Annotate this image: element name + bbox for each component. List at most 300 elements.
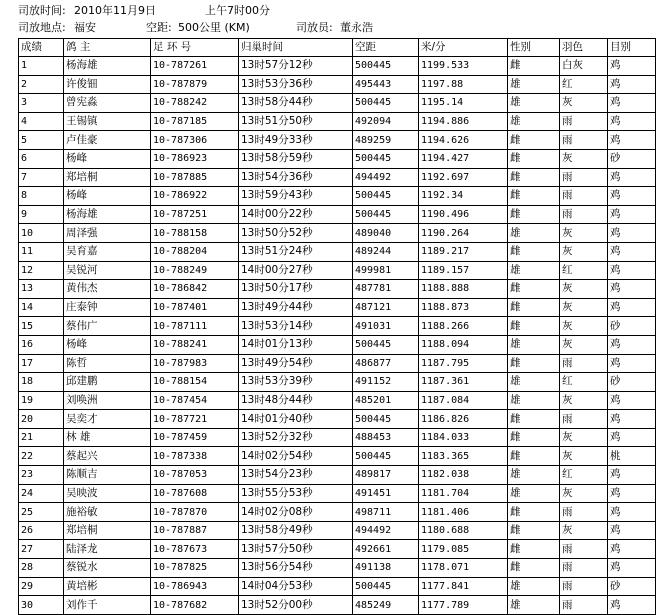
cell-color: 雨 bbox=[560, 112, 608, 131]
cell-arrival-time: 13时50分17秒 bbox=[239, 280, 353, 299]
cell-distance: 494492 bbox=[353, 168, 419, 187]
cell-speed: 1181.704 bbox=[419, 484, 508, 503]
col-sex: 性别 bbox=[508, 39, 560, 57]
cell-eye: 鸡 bbox=[608, 410, 656, 429]
cell-ring: 10-787306 bbox=[151, 131, 239, 150]
location-label: 司放地点: bbox=[18, 21, 66, 34]
cell-distance: 485201 bbox=[353, 391, 419, 410]
cell-owner: 杨海雄 bbox=[64, 57, 151, 76]
cell-arrival-time: 13时59分43秒 bbox=[239, 187, 353, 206]
cell-ring: 10-787983 bbox=[151, 354, 239, 373]
cell-ring: 10-787338 bbox=[151, 447, 239, 466]
cell-distance: 491152 bbox=[353, 373, 419, 392]
cell-ring: 10-787459 bbox=[151, 428, 239, 447]
cell-speed: 1187.361 bbox=[419, 373, 508, 392]
cell-ring: 10-787251 bbox=[151, 205, 239, 224]
cell-speed: 1194.886 bbox=[419, 112, 508, 131]
cell-arrival-time: 13时51分24秒 bbox=[239, 242, 353, 261]
cell-ring: 10-786943 bbox=[151, 577, 239, 596]
cell-arrival-time: 13时55分53秒 bbox=[239, 484, 353, 503]
cell-eye: 鸡 bbox=[608, 503, 656, 522]
cell-ring: 10-786922 bbox=[151, 187, 239, 206]
table-row bbox=[19, 94, 656, 113]
cell-sex: 雄 bbox=[508, 112, 560, 131]
col-color: 羽色 bbox=[560, 39, 608, 57]
cell-ring: 10-788249 bbox=[151, 261, 239, 280]
table-row bbox=[19, 224, 656, 243]
cell-ring: 10-787885 bbox=[151, 168, 239, 187]
cell-owner: 陈哲 bbox=[64, 354, 151, 373]
cell-arrival-time: 14时01分40秒 bbox=[239, 410, 353, 429]
cell-ring: 10-788242 bbox=[151, 94, 239, 113]
cell-distance: 498711 bbox=[353, 503, 419, 522]
cell-color: 红 bbox=[560, 466, 608, 485]
cell-speed: 1190.264 bbox=[419, 224, 508, 243]
cell-sex: 雌 bbox=[508, 187, 560, 206]
cell-distance: 487121 bbox=[353, 298, 419, 317]
cell-distance: 500445 bbox=[353, 187, 419, 206]
cell-speed: 1195.14 bbox=[419, 94, 508, 113]
cell-rank: 15 bbox=[19, 317, 64, 336]
cell-speed: 1179.085 bbox=[419, 540, 508, 559]
cell-arrival-time: 13时54分23秒 bbox=[239, 466, 353, 485]
table-row bbox=[19, 280, 656, 299]
cell-color: 雨 bbox=[560, 503, 608, 522]
cell-sex: 雄 bbox=[508, 224, 560, 243]
table-row bbox=[19, 540, 656, 559]
cell-eye: 鸡 bbox=[608, 224, 656, 243]
cell-rank: 17 bbox=[19, 354, 64, 373]
table-row bbox=[19, 149, 656, 168]
cell-arrival-time: 13时48分44秒 bbox=[239, 391, 353, 410]
cell-eye: 鸡 bbox=[608, 391, 656, 410]
cell-sex: 雌 bbox=[508, 559, 560, 578]
distance: 500公里 (KM) bbox=[178, 21, 250, 34]
cell-sex: 雄 bbox=[508, 373, 560, 392]
cell-speed: 1188.888 bbox=[419, 280, 508, 299]
cell-rank: 20 bbox=[19, 410, 64, 429]
cell-arrival-time: 13时49分33秒 bbox=[239, 131, 353, 150]
cell-color: 雨 bbox=[560, 168, 608, 187]
cell-sex: 雌 bbox=[508, 447, 560, 466]
cell-rank: 1 bbox=[19, 57, 64, 76]
cell-distance: 494492 bbox=[353, 521, 419, 540]
cell-rank: 14 bbox=[19, 298, 64, 317]
table-row bbox=[19, 354, 656, 373]
col-rank: 成绩 bbox=[19, 39, 64, 57]
cell-distance: 500445 bbox=[353, 149, 419, 168]
cell-eye: 鸡 bbox=[608, 57, 656, 76]
cell-owner: 陈顺吉 bbox=[64, 466, 151, 485]
table-row bbox=[19, 391, 656, 410]
cell-eye: 鸡 bbox=[608, 559, 656, 578]
releaser: 董永浩 bbox=[340, 21, 373, 34]
cell-rank: 19 bbox=[19, 391, 64, 410]
cell-color: 灰 bbox=[560, 428, 608, 447]
cell-eye: 鸡 bbox=[608, 280, 656, 299]
cell-speed: 1177.789 bbox=[419, 596, 508, 615]
cell-owner: 刘作千 bbox=[64, 596, 151, 615]
col-owner: 鸽 主 bbox=[64, 39, 151, 57]
cell-arrival-time: 13时58分44秒 bbox=[239, 94, 353, 113]
cell-arrival-time: 13时53分36秒 bbox=[239, 75, 353, 94]
cell-sex: 雌 bbox=[508, 410, 560, 429]
cell-owner: 郑培桐 bbox=[64, 521, 151, 540]
cell-arrival-time: 14时01分13秒 bbox=[239, 335, 353, 354]
cell-ring: 10-788241 bbox=[151, 335, 239, 354]
cell-ring: 10-787870 bbox=[151, 503, 239, 522]
cell-distance: 491031 bbox=[353, 317, 419, 336]
cell-ring: 10-787887 bbox=[151, 521, 239, 540]
cell-eye: 砂 bbox=[608, 149, 656, 168]
table-row bbox=[19, 428, 656, 447]
cell-owner: 曾宪淼 bbox=[64, 94, 151, 113]
cell-ring: 10-786842 bbox=[151, 280, 239, 299]
cell-distance: 500445 bbox=[353, 577, 419, 596]
releaser-label: 司放员: bbox=[296, 21, 333, 34]
cell-arrival-time: 13时52分32秒 bbox=[239, 428, 353, 447]
cell-speed: 1194.626 bbox=[419, 131, 508, 150]
cell-rank: 12 bbox=[19, 261, 64, 280]
cell-owner: 陆泽龙 bbox=[64, 540, 151, 559]
cell-distance: 487781 bbox=[353, 280, 419, 299]
cell-owner: 刘唤洲 bbox=[64, 391, 151, 410]
table-row bbox=[19, 187, 656, 206]
cell-rank: 26 bbox=[19, 521, 64, 540]
cell-arrival-time: 13时50分52秒 bbox=[239, 224, 353, 243]
cell-rank: 7 bbox=[19, 168, 64, 187]
cell-sex: 雄 bbox=[508, 75, 560, 94]
cell-eye: 鸡 bbox=[608, 131, 656, 150]
cell-color: 雨 bbox=[560, 205, 608, 224]
table-row bbox=[19, 410, 656, 429]
cell-color: 红 bbox=[560, 373, 608, 392]
cell-sex: 雌 bbox=[508, 521, 560, 540]
cell-eye: 鸡 bbox=[608, 335, 656, 354]
cell-sex: 雌 bbox=[508, 540, 560, 559]
cell-rank: 10 bbox=[19, 224, 64, 243]
col-distance: 空距 bbox=[353, 39, 419, 57]
cell-eye: 鸡 bbox=[608, 261, 656, 280]
table-row bbox=[19, 521, 656, 540]
cell-arrival-time: 13时53分39秒 bbox=[239, 373, 353, 392]
cell-color: 雨 bbox=[560, 559, 608, 578]
cell-eye: 鸡 bbox=[608, 521, 656, 540]
table-row bbox=[19, 168, 656, 187]
cell-rank: 4 bbox=[19, 112, 64, 131]
cell-color: 灰 bbox=[560, 317, 608, 336]
cell-color: 红 bbox=[560, 75, 608, 94]
cell-ring: 10-787682 bbox=[151, 596, 239, 615]
cell-speed: 1197.88 bbox=[419, 75, 508, 94]
cell-color: 灰 bbox=[560, 335, 608, 354]
cell-color: 雨 bbox=[560, 577, 608, 596]
cell-color: 雨 bbox=[560, 540, 608, 559]
cell-owner: 王锡镇 bbox=[64, 112, 151, 131]
cell-ring: 10-787111 bbox=[151, 317, 239, 336]
cell-color: 灰 bbox=[560, 447, 608, 466]
cell-rank: 18 bbox=[19, 373, 64, 392]
cell-distance: 488453 bbox=[353, 428, 419, 447]
cell-eye: 鸡 bbox=[608, 484, 656, 503]
cell-rank: 9 bbox=[19, 205, 64, 224]
cell-rank: 27 bbox=[19, 540, 64, 559]
cell-speed: 1188.094 bbox=[419, 335, 508, 354]
cell-distance: 499981 bbox=[353, 261, 419, 280]
cell-ring: 10-787608 bbox=[151, 484, 239, 503]
cell-eye: 桃 bbox=[608, 447, 656, 466]
cell-distance: 489040 bbox=[353, 224, 419, 243]
cell-speed: 1189.157 bbox=[419, 261, 508, 280]
cell-eye: 鸡 bbox=[608, 168, 656, 187]
cell-arrival-time: 14时02分08秒 bbox=[239, 503, 353, 522]
cell-sex: 雌 bbox=[508, 354, 560, 373]
cell-distance: 500445 bbox=[353, 410, 419, 429]
cell-owner: 周泽强 bbox=[64, 224, 151, 243]
cell-distance: 485249 bbox=[353, 596, 419, 615]
cell-eye: 鸡 bbox=[608, 596, 656, 615]
release-time-label: 司放时间: bbox=[18, 4, 66, 17]
cell-speed: 1194.427 bbox=[419, 149, 508, 168]
cell-speed: 1178.071 bbox=[419, 559, 508, 578]
cell-speed: 1182.038 bbox=[419, 466, 508, 485]
col-speed: 米/分 bbox=[419, 39, 508, 57]
cell-speed: 1188.873 bbox=[419, 298, 508, 317]
cell-owner: 蔡锐水 bbox=[64, 559, 151, 578]
cell-arrival-time: 13时56分54秒 bbox=[239, 559, 353, 578]
cell-owner: 吴映波 bbox=[64, 484, 151, 503]
col-ring: 足 环 号 bbox=[151, 39, 239, 57]
cell-eye: 鸡 bbox=[608, 428, 656, 447]
table-row bbox=[19, 335, 656, 354]
table-row bbox=[19, 112, 656, 131]
cell-color: 红 bbox=[560, 261, 608, 280]
table-header-row bbox=[19, 39, 656, 57]
table-row bbox=[19, 57, 656, 76]
cell-color: 灰 bbox=[560, 391, 608, 410]
cell-arrival-time: 13时58分59秒 bbox=[239, 149, 353, 168]
cell-arrival-time: 13时57分12秒 bbox=[239, 57, 353, 76]
cell-distance: 486877 bbox=[353, 354, 419, 373]
cell-rank: 30 bbox=[19, 596, 64, 615]
cell-ring: 10-786923 bbox=[151, 149, 239, 168]
cell-color: 白灰 bbox=[560, 57, 608, 76]
cell-eye: 鸡 bbox=[608, 354, 656, 373]
cell-rank: 13 bbox=[19, 280, 64, 299]
location: 福安 bbox=[74, 21, 96, 34]
cell-rank: 22 bbox=[19, 447, 64, 466]
cell-eye: 鸡 bbox=[608, 187, 656, 206]
cell-rank: 6 bbox=[19, 149, 64, 168]
cell-sex: 雄 bbox=[508, 484, 560, 503]
cell-distance: 492094 bbox=[353, 112, 419, 131]
cell-eye: 鸡 bbox=[608, 94, 656, 113]
cell-speed: 1181.406 bbox=[419, 503, 508, 522]
cell-speed: 1186.826 bbox=[419, 410, 508, 429]
cell-speed: 1187.084 bbox=[419, 391, 508, 410]
table-row bbox=[19, 242, 656, 261]
cell-sex: 雄 bbox=[508, 335, 560, 354]
cell-speed: 1187.795 bbox=[419, 354, 508, 373]
cell-arrival-time: 13时54分36秒 bbox=[239, 168, 353, 187]
table-row bbox=[19, 131, 656, 150]
cell-rank: 5 bbox=[19, 131, 64, 150]
cell-ring: 10-788154 bbox=[151, 373, 239, 392]
cell-rank: 3 bbox=[19, 94, 64, 113]
cell-arrival-time: 13时49分44秒 bbox=[239, 298, 353, 317]
cell-owner: 郑培桐 bbox=[64, 168, 151, 187]
table-row bbox=[19, 205, 656, 224]
release-clock: 上午7时00分 bbox=[205, 4, 270, 17]
cell-owner: 庄泰钟 bbox=[64, 298, 151, 317]
cell-color: 灰 bbox=[560, 94, 608, 113]
cell-distance: 500445 bbox=[353, 447, 419, 466]
cell-owner: 卢佳豪 bbox=[64, 131, 151, 150]
cell-arrival-time: 13时58分49秒 bbox=[239, 521, 353, 540]
cell-sex: 雄 bbox=[508, 94, 560, 113]
cell-owner: 许俊钿 bbox=[64, 75, 151, 94]
cell-speed: 1192.697 bbox=[419, 168, 508, 187]
cell-speed: 1188.266 bbox=[419, 317, 508, 336]
cell-arrival-time: 13时52分00秒 bbox=[239, 596, 353, 615]
table-row bbox=[19, 261, 656, 280]
cell-ring: 10-787401 bbox=[151, 298, 239, 317]
results-table bbox=[18, 38, 656, 615]
table-row bbox=[19, 503, 656, 522]
cell-color: 雨 bbox=[560, 354, 608, 373]
table-row bbox=[19, 596, 656, 615]
table-row bbox=[19, 298, 656, 317]
cell-distance: 492661 bbox=[353, 540, 419, 559]
cell-arrival-time: 13时51分50秒 bbox=[239, 112, 353, 131]
cell-distance: 491451 bbox=[353, 484, 419, 503]
cell-owner: 杨峰 bbox=[64, 187, 151, 206]
cell-sex: 雌 bbox=[508, 317, 560, 336]
cell-owner: 黄培彬 bbox=[64, 577, 151, 596]
table-row bbox=[19, 447, 656, 466]
cell-color: 灰 bbox=[560, 224, 608, 243]
cell-color: 灰 bbox=[560, 280, 608, 299]
cell-owner: 杨峰 bbox=[64, 149, 151, 168]
cell-sex: 雌 bbox=[508, 242, 560, 261]
cell-rank: 23 bbox=[19, 466, 64, 485]
cell-ring: 10-787879 bbox=[151, 75, 239, 94]
cell-color: 灰 bbox=[560, 484, 608, 503]
cell-eye: 鸡 bbox=[608, 540, 656, 559]
cell-eye: 鸡 bbox=[608, 242, 656, 261]
cell-arrival-time: 14时02分54秒 bbox=[239, 447, 353, 466]
cell-color: 灰 bbox=[560, 521, 608, 540]
cell-arrival-time: 14时00分27秒 bbox=[239, 261, 353, 280]
cell-eye: 鸡 bbox=[608, 75, 656, 94]
cell-ring: 10-787721 bbox=[151, 410, 239, 429]
cell-ring: 10-787673 bbox=[151, 540, 239, 559]
col-eye: 目别 bbox=[608, 39, 656, 57]
cell-color: 雨 bbox=[560, 410, 608, 429]
cell-rank: 8 bbox=[19, 187, 64, 206]
cell-eye: 砂 bbox=[608, 317, 656, 336]
cell-eye: 鸡 bbox=[608, 466, 656, 485]
table-row bbox=[19, 577, 656, 596]
cell-color: 雨 bbox=[560, 131, 608, 150]
cell-arrival-time: 13时57分50秒 bbox=[239, 540, 353, 559]
table-row bbox=[19, 559, 656, 578]
cell-rank: 21 bbox=[19, 428, 64, 447]
release-date: 2010年11月9日 bbox=[74, 4, 156, 17]
table-row bbox=[19, 75, 656, 94]
cell-rank: 2 bbox=[19, 75, 64, 94]
table-row bbox=[19, 317, 656, 336]
cell-color: 灰 bbox=[560, 149, 608, 168]
table-row bbox=[19, 373, 656, 392]
cell-arrival-time: 13时53分14秒 bbox=[239, 317, 353, 336]
cell-rank: 28 bbox=[19, 559, 64, 578]
distance-label: 空距: bbox=[146, 21, 172, 34]
cell-sex: 雄 bbox=[508, 466, 560, 485]
cell-eye: 鸡 bbox=[608, 205, 656, 224]
cell-owner: 蔡伟广 bbox=[64, 317, 151, 336]
cell-ring: 10-787185 bbox=[151, 112, 239, 131]
cell-ring: 10-787454 bbox=[151, 391, 239, 410]
cell-sex: 雌 bbox=[508, 131, 560, 150]
cell-color: 雨 bbox=[560, 596, 608, 615]
cell-rank: 11 bbox=[19, 242, 64, 261]
cell-speed: 1177.841 bbox=[419, 577, 508, 596]
cell-ring: 10-788204 bbox=[151, 242, 239, 261]
cell-sex: 雌 bbox=[508, 168, 560, 187]
cell-owner: 邱建鹏 bbox=[64, 373, 151, 392]
cell-distance: 500445 bbox=[353, 57, 419, 76]
cell-arrival-time: 14时00分22秒 bbox=[239, 205, 353, 224]
cell-sex: 雌 bbox=[508, 298, 560, 317]
cell-eye: 砂 bbox=[608, 373, 656, 392]
cell-sex: 雄 bbox=[508, 391, 560, 410]
cell-speed: 1184.033 bbox=[419, 428, 508, 447]
cell-color: 灰 bbox=[560, 298, 608, 317]
cell-speed: 1180.688 bbox=[419, 521, 508, 540]
cell-owner: 黄伟杰 bbox=[64, 280, 151, 299]
cell-ring: 10-787053 bbox=[151, 466, 239, 485]
cell-owner: 林 雄 bbox=[64, 428, 151, 447]
cell-sex: 雌 bbox=[508, 57, 560, 76]
cell-sex: 雌 bbox=[508, 428, 560, 447]
cell-distance: 489817 bbox=[353, 466, 419, 485]
cell-eye: 鸡 bbox=[608, 298, 656, 317]
cell-color: 灰 bbox=[560, 242, 608, 261]
cell-sex: 雌 bbox=[508, 149, 560, 168]
table-row bbox=[19, 466, 656, 485]
cell-owner: 蔡起兴 bbox=[64, 447, 151, 466]
cell-owner: 杨海雄 bbox=[64, 205, 151, 224]
cell-ring: 10-788158 bbox=[151, 224, 239, 243]
cell-distance: 500445 bbox=[353, 335, 419, 354]
cell-ring: 10-787825 bbox=[151, 559, 239, 578]
cell-owner: 施裕敏 bbox=[64, 503, 151, 522]
cell-arrival-time: 14时04分53秒 bbox=[239, 577, 353, 596]
cell-distance: 495443 bbox=[353, 75, 419, 94]
cell-distance: 500445 bbox=[353, 205, 419, 224]
cell-rank: 24 bbox=[19, 484, 64, 503]
cell-rank: 29 bbox=[19, 577, 64, 596]
cell-sex: 雌 bbox=[508, 503, 560, 522]
cell-owner: 杨峰 bbox=[64, 335, 151, 354]
cell-speed: 1192.34 bbox=[419, 187, 508, 206]
cell-rank: 25 bbox=[19, 503, 64, 522]
cell-rank: 16 bbox=[19, 335, 64, 354]
cell-owner: 吴育嘉 bbox=[64, 242, 151, 261]
cell-speed: 1190.496 bbox=[419, 205, 508, 224]
cell-owner: 吴锐河 bbox=[64, 261, 151, 280]
